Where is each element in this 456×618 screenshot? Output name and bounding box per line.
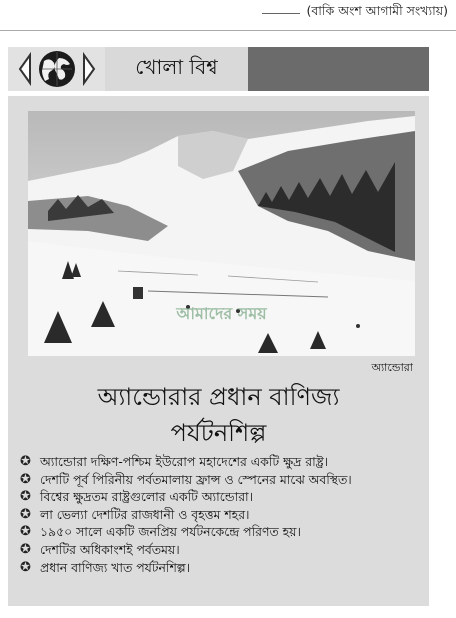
- headline-line-2: পর্যটনশিল্প: [170, 419, 267, 447]
- star-bullet-icon: ✪: [20, 559, 31, 575]
- divider-line: [262, 13, 300, 14]
- section-title: খোলা বিশ্ব: [105, 47, 248, 91]
- andorra-photo: [28, 111, 415, 356]
- content-panel: [8, 96, 429, 606]
- star-bullet-icon: ✪: [20, 471, 31, 487]
- headline: [8, 379, 429, 451]
- star-bullet-icon: ✪: [20, 541, 31, 557]
- globe-icon: [14, 49, 100, 89]
- list-item: ✪ লা ভেল্যা দেশটির রাজধানী ও বৃহত্তম শহর।: [20, 506, 250, 522]
- header-logo: [8, 47, 105, 91]
- star-bullet-icon: ✪: [20, 506, 31, 522]
- list-item: ✪ অ্যান্ডোরা দক্ষিণ-পশ্চিম ইউরোপ মহাদেশের একটি ক্ষুদ্র রাষ্ট্র।: [20, 454, 329, 469]
- star-bullet-icon: ✪: [20, 524, 31, 540]
- continued-notice: [262, 4, 448, 22]
- watermark: আমাদের সময়: [176, 304, 267, 323]
- section-header: [8, 47, 429, 91]
- list-item: ✪ দেশটি পূর্ব পিরিনীয় পর্বতমালায় ফ্রান্স ও স্পেনের মাঝে অবস্থিত।: [20, 471, 352, 487]
- continued-text: (বাকি অংশ আগামী সংখ্যায়): [306, 3, 448, 18]
- star-bullet-icon: ✪: [20, 454, 31, 469]
- list-item: ✪ দেশটির অধিকাংশই পর্বতময়।: [20, 541, 180, 557]
- list-item: ✪ প্রধান বাণিজ্য খাত পর্যটনশিল্প।: [20, 559, 191, 575]
- top-divider: [0, 30, 456, 31]
- fact-list: [20, 453, 415, 576]
- list-item: ✪ বিশ্বের ক্ষুদ্রতম রাষ্ট্রগুলোর একটি অ্যান্ডোরা।: [20, 489, 254, 505]
- list-item: ✪ ১৯৫০ সালে একটি জনপ্রিয় পর্যটনকেন্দ্রে পরিণত হয়।: [20, 524, 301, 540]
- star-bullet-icon: ✪: [20, 489, 31, 505]
- photo-caption: অ্যান্ডোরা: [371, 361, 413, 374]
- headline-line-1: অ্যান্ডোরার প্রধান বাণিজ্য: [97, 383, 340, 411]
